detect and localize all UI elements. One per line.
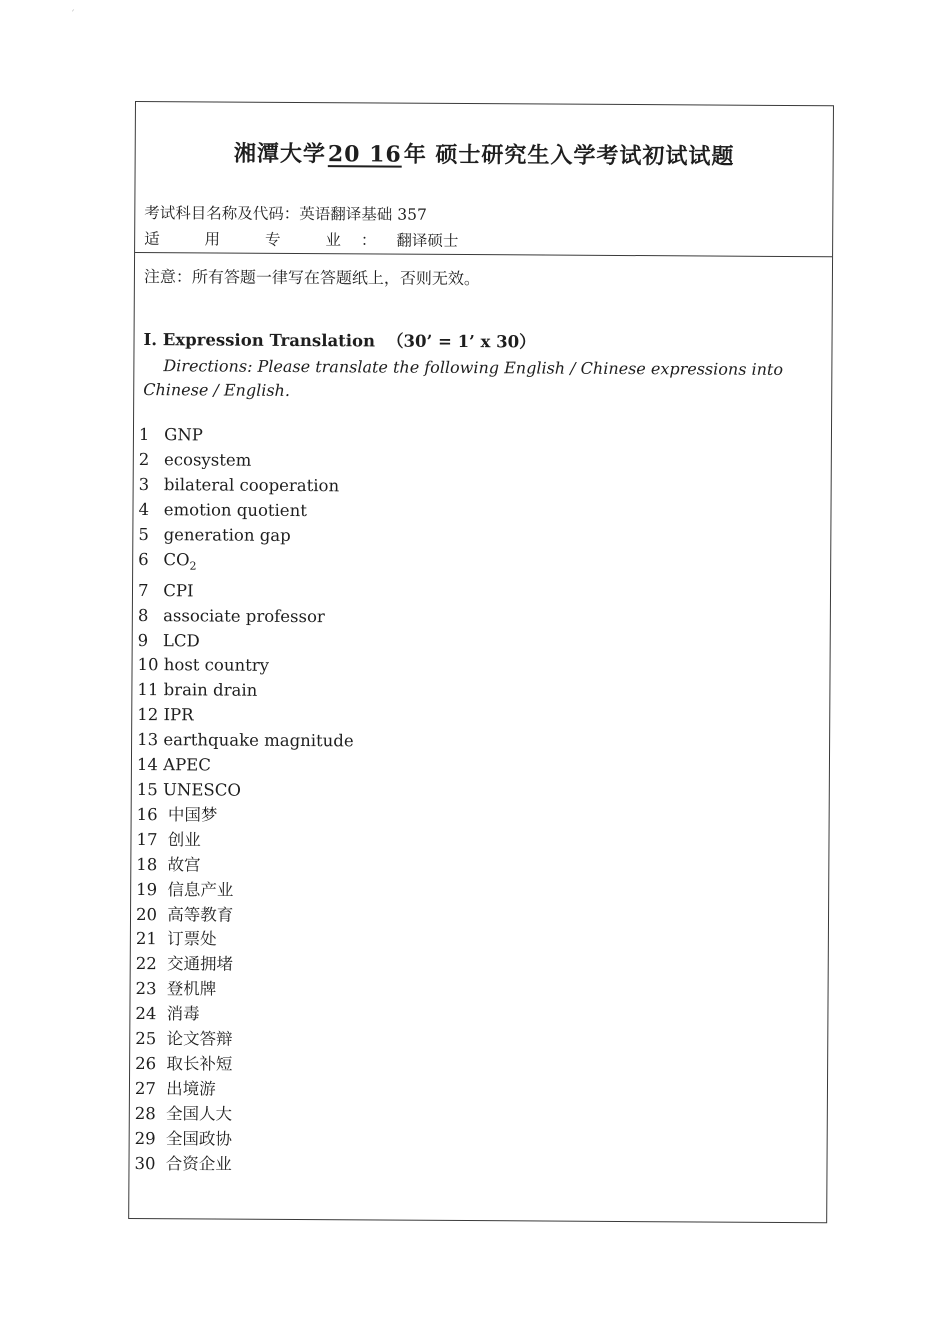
item-number: 18 <box>136 854 158 874</box>
item-number: 27 <box>134 1078 157 1099</box>
list-item <box>137 653 354 679</box>
list-item <box>135 977 352 1003</box>
list-item <box>138 579 355 605</box>
item-number: 3 <box>138 474 150 494</box>
item-number: 17 <box>136 829 158 849</box>
item-number: 19 <box>136 879 158 899</box>
item-text: 合资企业 <box>165 1153 232 1174</box>
scan-speck: ˊ <box>70 10 75 21</box>
list-item <box>135 1002 352 1028</box>
item-text: 创业 <box>167 830 201 850</box>
major-label: 适 用 专 业： <box>144 230 397 250</box>
item-number: 26 <box>135 1053 157 1074</box>
list-item <box>136 903 353 929</box>
subject-line <box>144 200 458 228</box>
subject-value: 英语翻译基础 357 <box>299 205 427 224</box>
item-number: 15 <box>136 780 158 800</box>
divider <box>135 252 832 257</box>
item-number: 7 <box>137 580 149 600</box>
notice: 注意：所有答题一律写在答题纸上，否则无效。 <box>143 267 480 289</box>
list-item <box>138 548 355 581</box>
major-value: 翻译硕士 <box>396 231 459 250</box>
item-number: 4 <box>138 499 150 519</box>
item-text: UNESCO <box>162 780 241 800</box>
section-expression-translation <box>143 326 825 406</box>
subject-label: 考试科目名称及代码： <box>144 204 300 224</box>
list-item <box>136 878 353 904</box>
item-number: 25 <box>135 1029 157 1049</box>
item-text: CO <box>163 549 190 569</box>
item-number: 2 <box>138 449 150 470</box>
exam-meta <box>144 200 459 254</box>
list-item <box>137 703 354 729</box>
item-text: earthquake magnitude <box>163 730 354 751</box>
item-subscript: 2 <box>189 559 197 573</box>
item-text: 消毒 <box>166 1004 200 1024</box>
list-item <box>139 423 356 449</box>
item-text: bilateral cooperation <box>163 474 340 496</box>
item-text: APEC <box>163 755 211 775</box>
item-number: 13 <box>137 730 159 750</box>
item-text: host country <box>163 655 270 676</box>
title-year: 20 16 <box>327 141 402 168</box>
item-number: 11 <box>137 680 159 700</box>
title-rest: 年 硕士研究生入学考试初试试题 <box>403 141 735 170</box>
item-text: CPI <box>163 580 194 601</box>
item-number: 9 <box>137 630 149 650</box>
item-text: GNP <box>164 425 204 445</box>
list-item <box>136 927 353 953</box>
item-number: 20 <box>135 904 158 924</box>
item-number: 29 <box>134 1128 156 1148</box>
item-number: 8 <box>137 605 149 625</box>
item-text: ecosystem <box>164 450 252 470</box>
list-item <box>138 604 355 630</box>
list-item <box>135 1027 352 1053</box>
item-text: 订票处 <box>167 929 217 949</box>
item-text: 中国梦 <box>167 805 218 825</box>
item-number: 24 <box>135 1004 157 1024</box>
section-title: I. Expression Translation <box>143 330 376 351</box>
item-number: 30 <box>134 1153 156 1173</box>
major-line <box>144 226 458 254</box>
section-directions: Directions: Please translate the following English / Chinese expressions into Chinese / English. <box>143 356 784 400</box>
item-number: 28 <box>134 1103 156 1123</box>
list-item <box>137 678 354 704</box>
section-heading <box>143 326 825 354</box>
item-text: brain drain <box>163 680 258 701</box>
item-number: 5 <box>138 524 149 544</box>
item-text: IPR <box>163 705 194 725</box>
item-text: 出境游 <box>166 1079 216 1099</box>
list-item <box>139 473 356 499</box>
item-text: 信息产业 <box>167 879 234 900</box>
item-number: 12 <box>137 705 159 725</box>
item-text: LCD <box>162 630 200 650</box>
exam-title <box>136 136 833 171</box>
list-item <box>136 853 353 879</box>
list-item <box>137 803 354 829</box>
item-text: 全国政协 <box>165 1128 232 1149</box>
list-item <box>139 448 356 474</box>
list-item <box>136 828 353 854</box>
item-number: 14 <box>136 755 159 775</box>
item-number: 16 <box>136 804 158 825</box>
list-item <box>135 1102 352 1128</box>
item-text: 登机牌 <box>166 979 217 999</box>
item-number: 1 <box>138 425 150 445</box>
list-item <box>138 523 355 549</box>
item-number: 22 <box>135 954 157 974</box>
list-item <box>135 1127 352 1153</box>
item-text: associate professor <box>163 605 325 626</box>
item-text: 论文答辩 <box>166 1029 233 1049</box>
section-points: （30’ = 1’ x 30） <box>387 331 536 352</box>
item-text: 交通拥堵 <box>166 954 234 974</box>
item-number: 21 <box>135 929 157 949</box>
list-item <box>135 1077 352 1103</box>
item-number: 23 <box>135 979 157 999</box>
list-item <box>134 1152 351 1178</box>
list-item <box>135 1052 352 1078</box>
item-text: generation gap <box>163 524 291 545</box>
list-item <box>136 952 353 978</box>
exam-frame <box>128 101 834 1223</box>
item-text: 高等教育 <box>167 904 234 925</box>
item-list <box>134 423 355 1178</box>
item-number: 10 <box>137 655 159 675</box>
item-text: 取长补短 <box>166 1054 233 1074</box>
list-item <box>138 629 355 655</box>
list-item <box>137 753 354 779</box>
item-text: 故宫 <box>167 854 201 875</box>
item-text: emotion quotient <box>163 499 307 520</box>
item-number: 6 <box>138 549 149 569</box>
list-item <box>137 778 354 804</box>
item-text: 全国人大 <box>166 1103 233 1124</box>
title-university: 湘潭大学 <box>233 140 326 168</box>
list-item <box>137 728 354 754</box>
list-item <box>138 498 355 524</box>
